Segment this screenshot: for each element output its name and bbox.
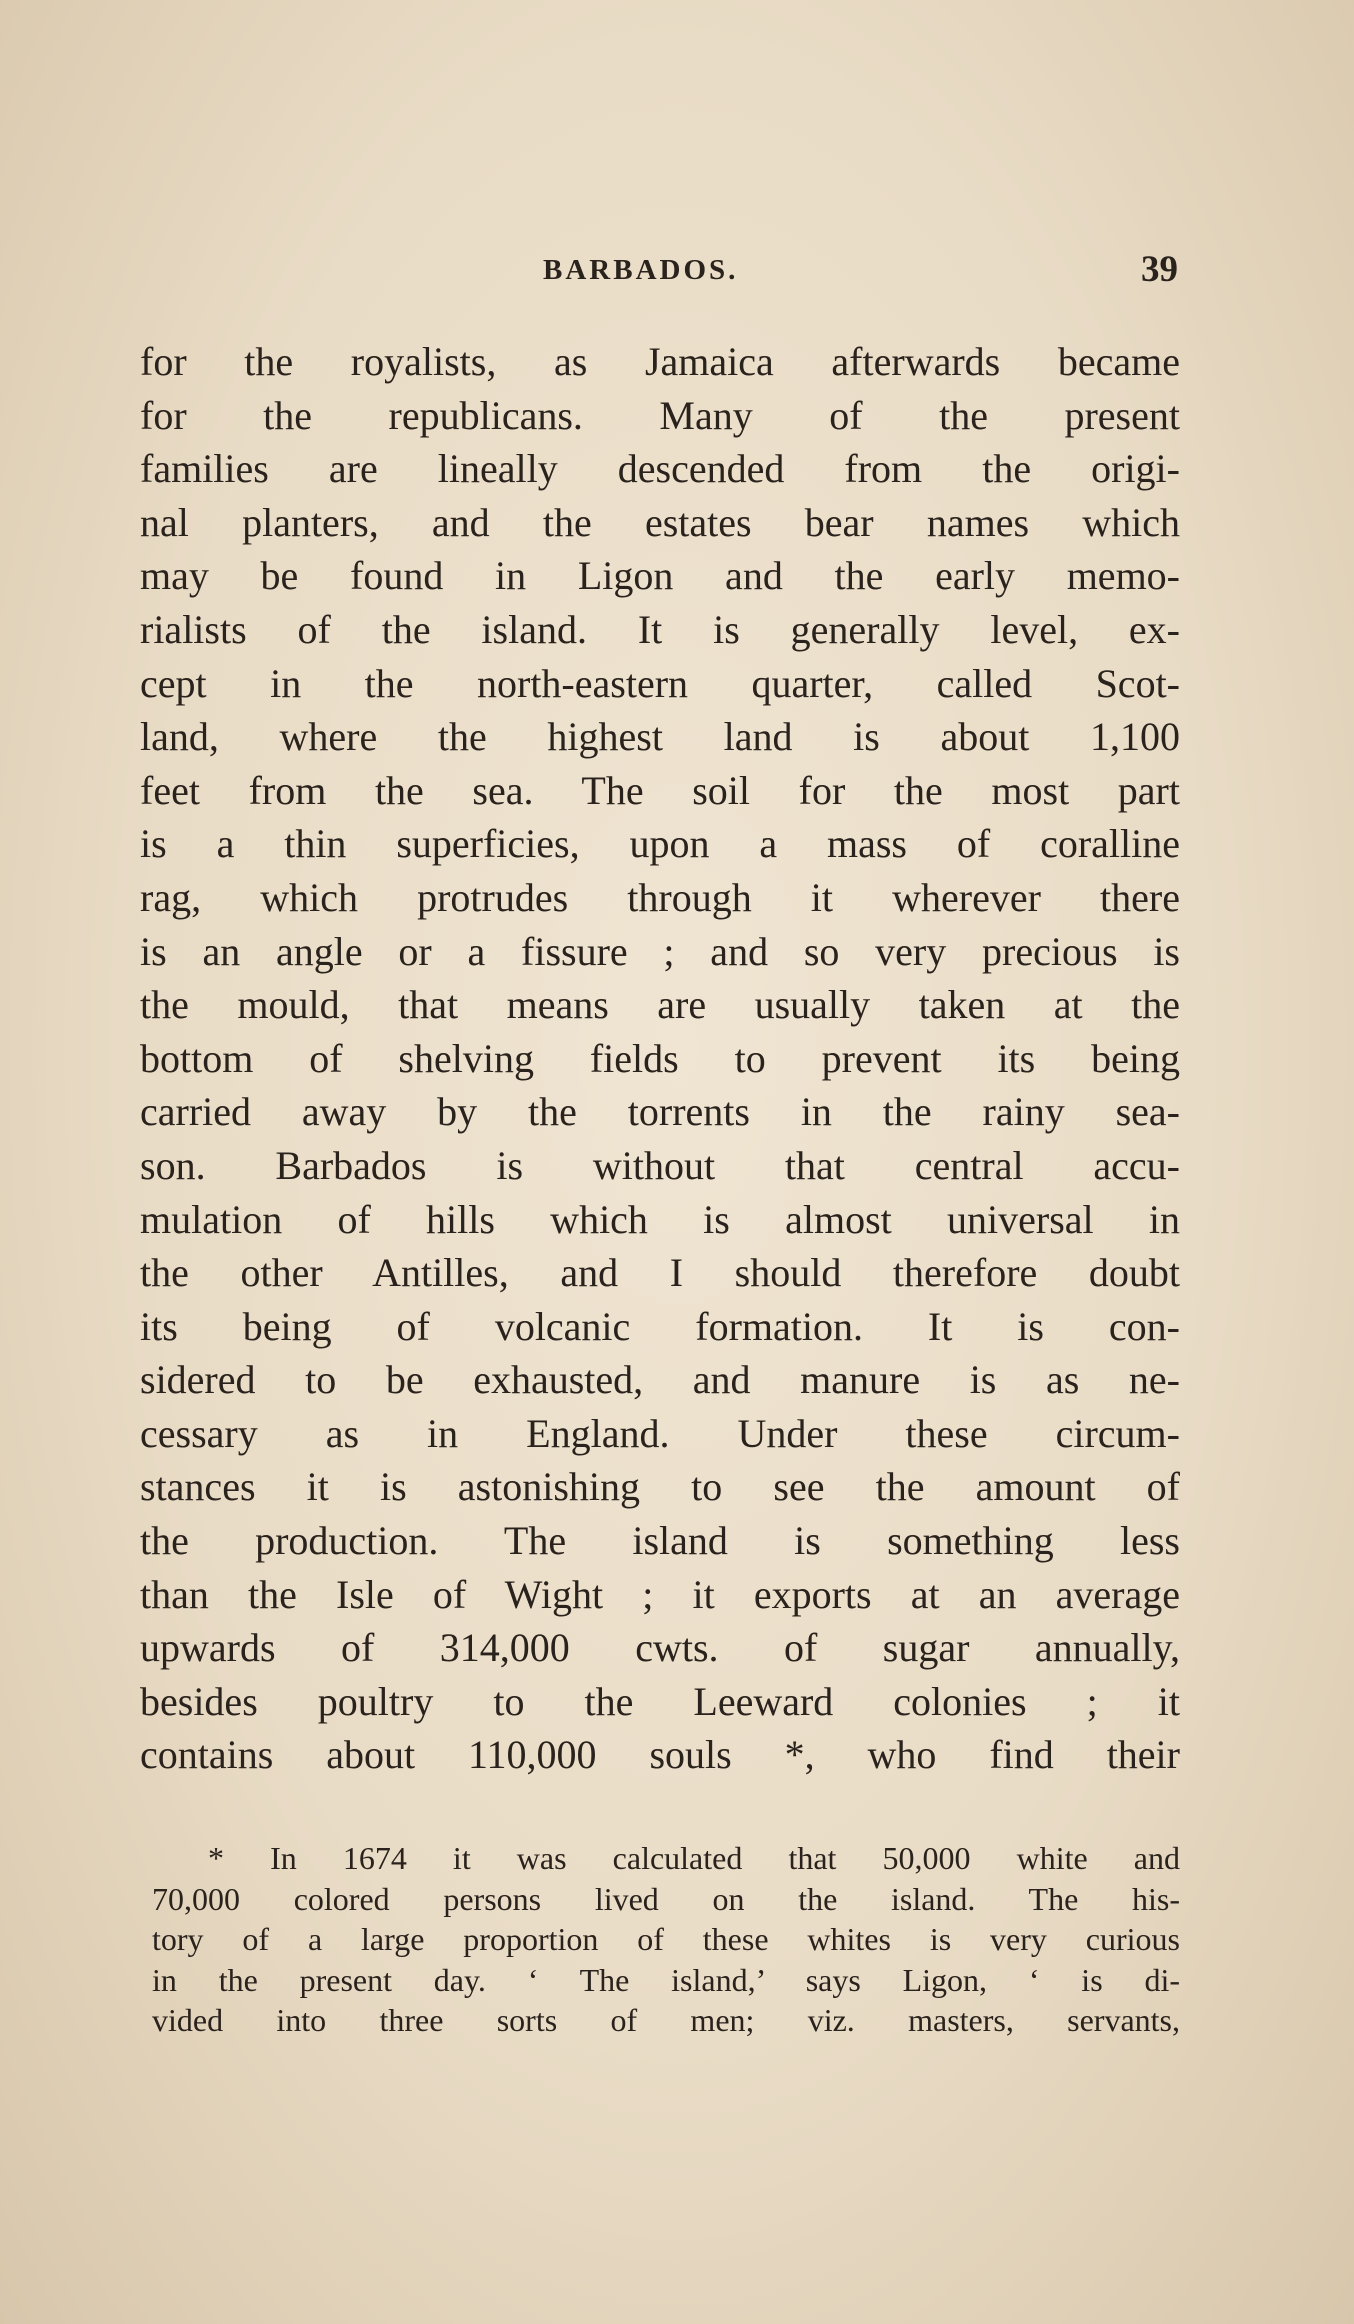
body-line: than the Isle of Wight ; it exports at an average: [140, 1571, 1180, 1617]
body-line: for the republicans. Many of the present: [140, 392, 1180, 438]
body-line: is a thin superficies, upon a mass of coralline: [140, 821, 1180, 867]
body-line: contains about 110,000 souls *, who find their: [140, 1732, 1180, 1778]
page-header: [148, 248, 1178, 298]
body-line: nal planters, and the estates bear names which: [140, 499, 1180, 545]
footnote-line: vided into three sorts of men; viz. masters, servants,: [152, 2002, 1180, 2038]
footnote-line: 70,000 colored persons lived on the island. The his-: [152, 1880, 1180, 1917]
body-line: its being of volcanic formation. It is con-: [140, 1303, 1180, 1349]
running-head: BARBADOS.: [543, 254, 739, 286]
body-text: [140, 335, 1180, 1782]
footnote-line: * In 1674 it was calculated that 50,000 white and: [208, 1840, 1180, 1876]
body-line: stances it is astonishing to see the amount of: [140, 1464, 1180, 1510]
body-line: rialists of the island. It is generally level, ex-: [140, 606, 1180, 652]
body-line: cept in the north-eastern quarter, called Scot-: [140, 660, 1180, 706]
body-line: may be found in Ligon and the early memo-: [140, 553, 1180, 599]
footnote: [152, 1838, 1180, 2041]
body-line: mulation of hills which is almost universal in: [140, 1196, 1180, 1242]
body-line: cessary as in England. Under these circum-: [140, 1410, 1180, 1456]
body-line: land, where the highest land is about 1,100: [140, 714, 1180, 760]
body-line: families are lineally descended from the origi-: [140, 446, 1180, 492]
footnote-line: in the present day. ‘ The island,’ says Ligon, ‘ is di-: [152, 1961, 1180, 1998]
body-line: sidered to be exhausted, and manure is as ne-: [140, 1357, 1180, 1403]
body-line: upwards of 314,000 cwts. of sugar annually,: [140, 1625, 1180, 1671]
body-line: feet from the sea. The soil for the most part: [140, 767, 1180, 813]
body-line: besides poultry to the Leeward colonies ; it: [140, 1678, 1180, 1724]
body-line: the production. The island is something less: [140, 1518, 1180, 1564]
body-line: carried away by the torrents in the rainy sea-: [140, 1089, 1180, 1135]
body-line: bottom of shelving fields to prevent its being: [140, 1035, 1180, 1081]
body-line: for the royalists, as Jamaica afterwards became: [140, 339, 1180, 384]
body-line: rag, which protrudes through it wherever there: [140, 874, 1180, 920]
body-line: the mould, that means are usually taken at the: [140, 982, 1180, 1028]
body-line: is an angle or a fissure ; and so very precious is: [140, 928, 1180, 974]
body-line: the other Antilles, and I should therefore doubt: [140, 1250, 1180, 1296]
page-number: 39: [1141, 249, 1178, 290]
footnote-line: tory of a large proportion of these whites is very curious: [152, 1921, 1180, 1957]
body-line: son. Barbados is without that central accu-: [140, 1142, 1180, 1188]
